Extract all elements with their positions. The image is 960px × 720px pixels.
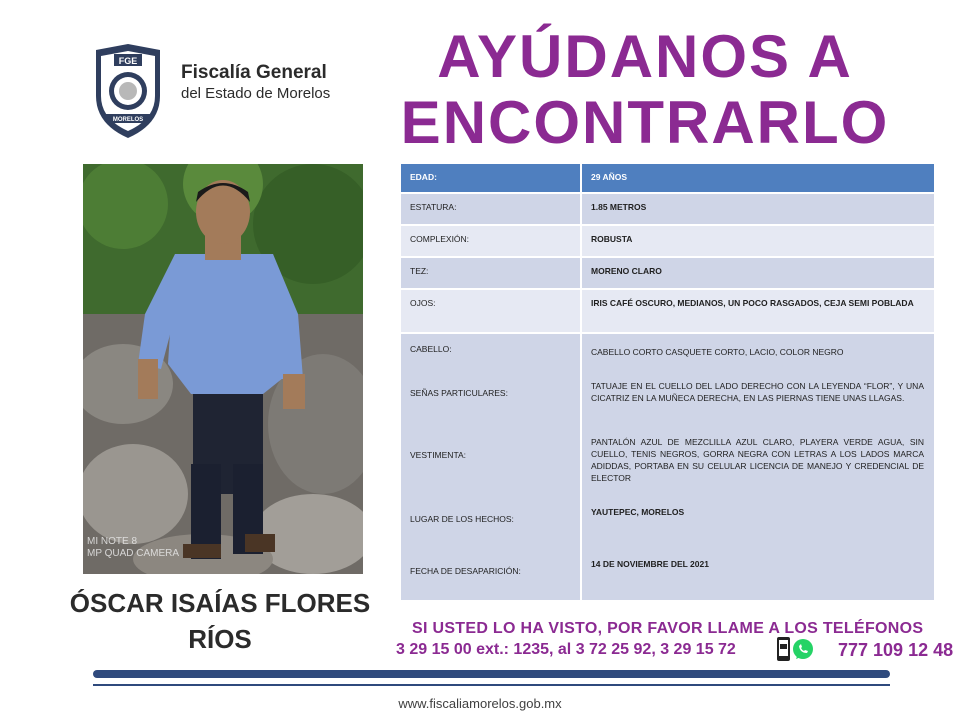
estatura-label: ESTATURA: <box>401 194 582 224</box>
edad-label: EDAD: <box>401 164 582 192</box>
headline-line2: ENCONTRARLO <box>400 89 890 156</box>
edad-value: 29 AÑOS <box>591 172 628 182</box>
ojos-value: IRIS CAFÉ OSCURO, MEDIANOS, UN POCO RASGADOS, CEJA SEMI POBLADA <box>591 298 914 308</box>
badge-text: FGE <box>118 56 138 66</box>
headline <box>400 24 890 156</box>
footer-bar-thin <box>93 684 890 686</box>
ojos-label: OJOS: <box>401 290 582 332</box>
org-line1: Fiscalía General <box>181 62 327 83</box>
person-name <box>40 585 400 657</box>
organization-name <box>181 62 330 104</box>
row-ojos <box>401 290 934 334</box>
website-link[interactable]: www.fiscaliamorelos.gob.mx <box>398 696 562 711</box>
footer-bar-thick <box>93 670 890 678</box>
tez-label: TEZ: <box>401 258 582 288</box>
cell-number: 777 109 12 48 <box>838 640 954 660</box>
row-descriptive <box>401 334 934 600</box>
cta-line1: SI USTED LO HA VISTO, POR FAVOR LLAME A LOS TELÉFONOS <box>412 620 924 637</box>
fge-badge-logo <box>92 44 164 138</box>
senas-value: TATUAJE EN EL CUELLO DEL LADO DERECHO CON LA LEYENDA “FLOR”, Y UNA CICATRIZ EN LA MUÑECA DERECHA, EN LAS PIERNAS TIENE UNAS LLAGAS. <box>591 381 924 403</box>
missing-person-photo <box>83 164 363 574</box>
vestimenta-value: PANTALÓN AZUL DE MEZCLILLA AZUL CLARO, PLAYERA VERDE AGUA, SIN CUELLO, TENIS NEGROS, GORRA NEGRA CON LETRAS A LOS LADOS MARCA ADIDDAS, PORTABA EN SU CELULAR LICENCIA DE MANEJO Y CREDENCIAL DE ELECTOR <box>591 437 924 483</box>
row-complexion <box>401 226 934 258</box>
tez-value: MORENO CLARO <box>591 266 662 276</box>
descriptive-labels <box>401 334 582 600</box>
descriptive-values <box>582 334 934 600</box>
lugar-label: LUGAR DE LOS HECHOS: <box>410 514 514 524</box>
org-line2: del Estado de Morelos <box>181 85 331 102</box>
watermark-line2: MP QUAD CAMERA <box>87 548 180 559</box>
phone-whatsapp-icons <box>776 636 814 662</box>
cta-phone-numbers: 3 29 15 00 ext.: 1235, al 3 72 25 92, 3 29 15 72 <box>396 641 736 658</box>
senas-label: SEÑAS PARTICULARES: <box>410 388 508 398</box>
cabello-label: CABELLO: <box>410 344 452 354</box>
watermark-line1: MI NOTE 8 <box>87 536 138 547</box>
cabello-value: CABELLO CORTO CASQUETE CORTO, LACIO, COLOR NEGRO <box>591 347 844 357</box>
estatura-value: 1.85 METROS <box>591 202 647 212</box>
row-edad <box>401 164 934 194</box>
row-tez <box>401 258 934 290</box>
badge-state-text: MORELOS <box>112 117 144 123</box>
mobile-phone-icon <box>777 637 790 661</box>
details-table <box>401 164 934 600</box>
person-name-line2: RÍOS <box>188 624 252 654</box>
whatsapp-icon <box>793 639 813 659</box>
photo-watermark <box>87 536 179 560</box>
headline-line1: AYÚDANOS A <box>437 23 853 90</box>
row-estatura <box>401 194 934 226</box>
complexion-label: COMPLEXIÓN: <box>401 226 582 256</box>
person-name-line1: ÓSCAR ISAÍAS FLORES <box>69 588 371 618</box>
fecha-value: 14 DE NOVIEMBRE DEL 2021 <box>591 559 709 569</box>
photo-illustration <box>83 164 363 574</box>
complexion-value: ROBUSTA <box>591 234 633 244</box>
fecha-label: FECHA DE DESAPARICIÓN: <box>410 566 521 576</box>
vestimenta-label: VESTIMENTA: <box>410 450 467 460</box>
lugar-value: YAUTEPEC, MORELOS <box>591 507 685 517</box>
